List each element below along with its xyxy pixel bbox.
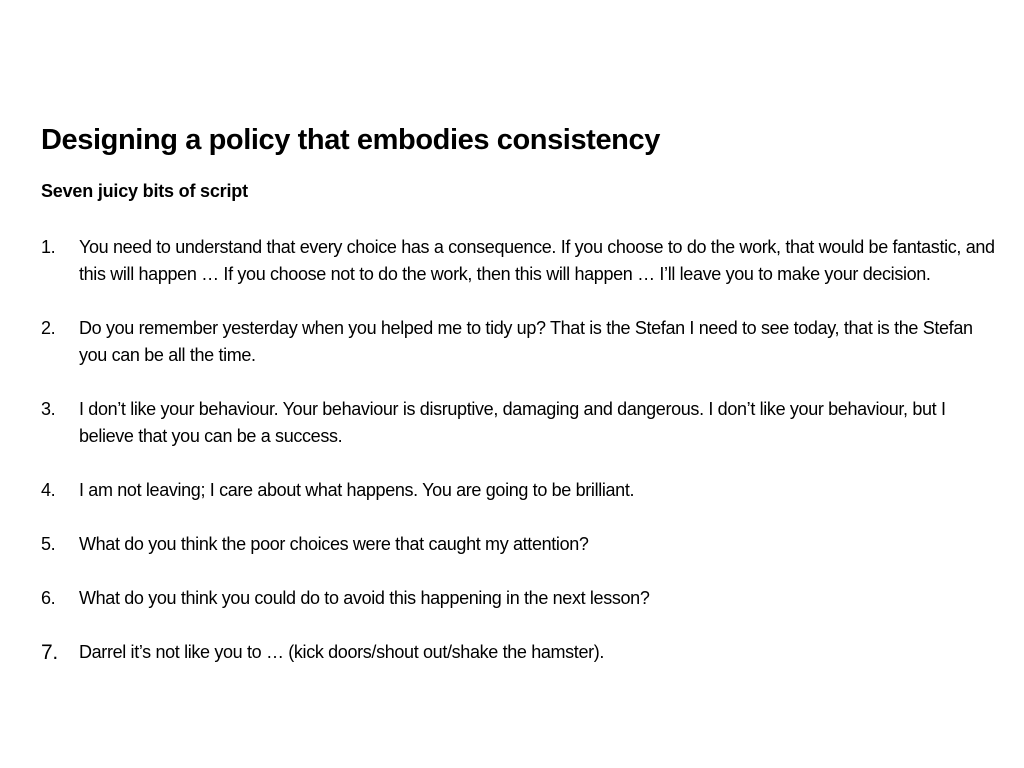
list-text: I am not leaving; I care about what happens. You are going to be brilliant. [79,480,635,500]
list-text: I don’t like your behaviour. Your behaviour is disruptive, damaging and dangerous. I don’t like your behaviour, but I believe that you can be a success. [79,399,946,446]
list-number: 6. [41,588,56,608]
list-item-6 [41,585,1001,612]
list-item-2 [41,315,1001,369]
list-item-1 [41,234,1001,288]
list-item-5 [41,531,1001,558]
list-number: 3. [41,399,56,419]
script-list [41,234,1001,693]
list-text: Darrel it’s not like you to … (kick doors/shout out/shake the hamster). [79,642,605,662]
list-number: 1. [41,237,56,257]
list-number: 4. [41,480,56,500]
list-item-4 [41,477,1001,504]
list-text: You need to understand that every choice has a consequence. If you choose to do the work, that would be fantastic, and this will happen … If you choose not to do the work, then this will happen … I’ll leave you to make your decision. [79,237,995,284]
list-number: 5. [41,534,56,554]
list-text: Do you remember yesterday when you helped me to tidy up? That is the Stefan I need to see today, that is the Stefan you can be all the time. [79,318,973,365]
list-item-3 [41,396,1001,450]
list-item-7 [41,639,1001,666]
slide-subtitle: Seven juicy bits of script [41,181,248,201]
slide-title: Designing a policy that embodies consistency [41,124,660,156]
list-number: 2. [41,318,56,338]
list-text: What do you think you could do to avoid this happening in the next lesson? [79,588,650,608]
list-number: 7. [41,641,58,664]
list-text: What do you think the poor choices were that caught my attention? [79,534,589,554]
